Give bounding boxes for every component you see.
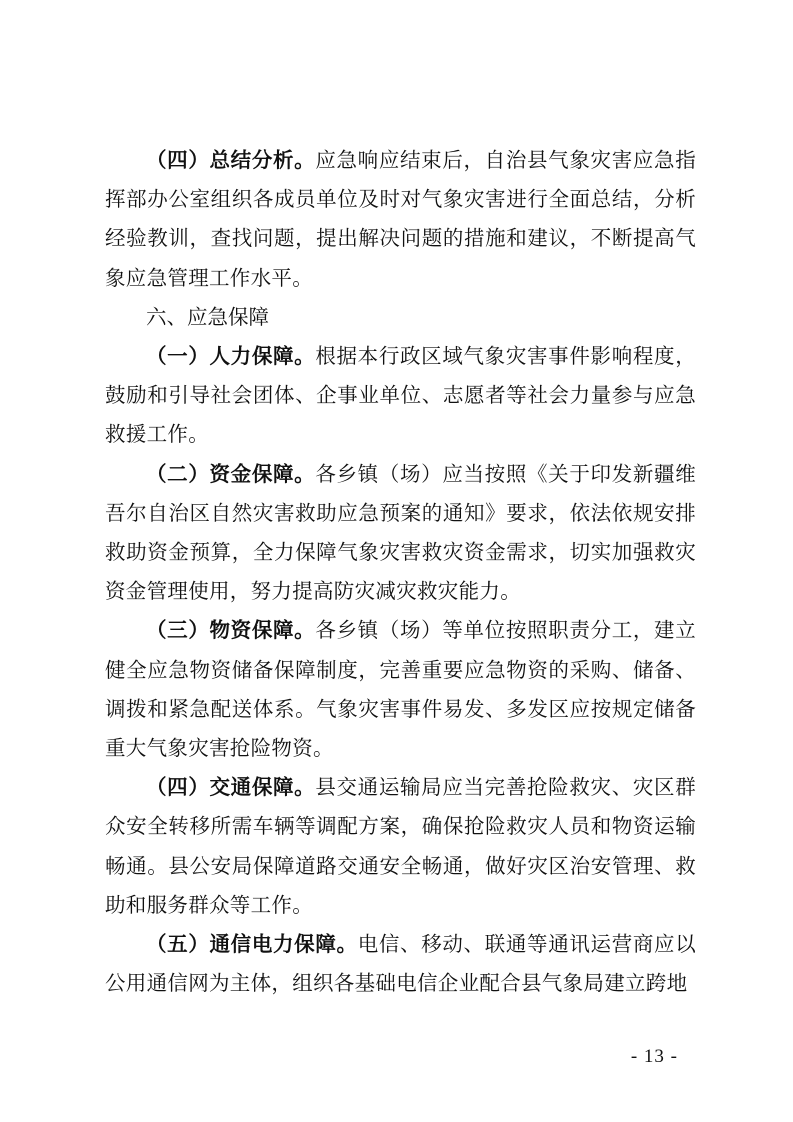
paragraph-lead: （五）通信电力保障。 [146,932,358,957]
paragraph-human-resources [105,337,696,455]
paragraph-text: 根据本行政区域气象灾害事件影响程度，鼓励和引导社会团体、企事业单位、志愿者等社会力量参与应急救援工作。 [105,344,696,447]
paragraph-materials [105,611,696,768]
paragraph-funding [105,455,696,612]
paragraph-text: 电信、移动、联通等通讯运营商应以公用通信网为主体，组织各基础电信企业配合县气象局建立跨地 [105,932,696,996]
paragraph-text: 应急响应结束后，自治县气象灾害应急指挥部办公室组织各成员单位及时对气象灾害进行全面总结，分析经验教训，查找问题，提出解决问题的措施和建议，不断提高气象应急管理工作水平。 [105,148,696,290]
paragraph-lead: （四）总结分析。 [146,148,316,172]
paragraph-transportation [105,768,696,925]
document-body [105,141,696,1003]
paragraph-text: 各乡镇（场）应当按照《关于印发新疆维吾尔自治区自然灾害救助应急预案的通知》要求，依法依规安排救助资金预算，全力保障气象灾害救灾资金需求，切实加强救灾资金管理使用，努力提高防灾减灾救灾能力。 [105,461,696,604]
paragraph-lead: （一）人力保障。 [146,344,316,369]
paragraph-lead: （三）物资保障。 [146,618,316,643]
paragraph-communication-power [105,925,696,1003]
paragraph-text: 县交通运输局应当完善抢险救灾、灾区群众安全转移所需车辆等调配方案，确保抢险救灾人员和物资运输畅通。县公安局保障道路交通安全畅通，做好灾区治安管理、救助和服务群众等工作。 [105,775,696,917]
paragraph-lead: （二）资金保障。 [146,461,316,486]
paragraph-lead: （四）交通保障。 [146,775,316,800]
paragraph-summary-analysis [105,141,696,298]
paragraph-text: 各乡镇（场）等单位按照职责分工，建立健全应急物资储备保障制度，完善重要应急物资的采购、储备、调拨和紧急配送体系。气象灾害事件易发、多发区应按规定储备重大气象灾害抢险物资。 [105,618,696,761]
section-title-emergency-support: 六、应急保障 [146,304,269,329]
page-number: - 13 - [630,1046,678,1067]
